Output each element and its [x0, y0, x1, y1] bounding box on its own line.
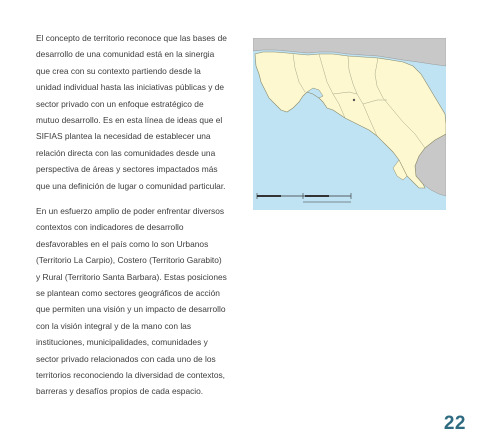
text-line: sector privado con un enfoque estratégico de [36, 98, 204, 109]
text-line: barreras y desafíos propios de cada espacio. [36, 386, 204, 397]
text-line: mutuo desarrollo. Es en esta línea de ideas que el [36, 115, 223, 126]
text-line: que una definición de lugar o comunidad particular. [36, 180, 226, 191]
text-line: y Rural (Territorio Santa Barbara). Estas posiciones [36, 271, 227, 282]
text-line: (Territorio La Carpio), Costero (Territorio Garabito) [36, 255, 222, 266]
text-line: desarrollo de una comunidad está en la sinergia [36, 49, 215, 60]
text-line: En un esfuerzo amplio de poder enfrentar diversos [36, 206, 225, 216]
text-line: unidad individual hasta las iniciativas públicas y de [36, 82, 225, 93]
text-line: El concepto de territorio reconoce que las bases de [36, 33, 227, 43]
page-number: 22 [443, 413, 466, 434]
text-line: sector privado relacionados con cada uno de los [36, 353, 216, 364]
costa-rica-map [253, 38, 446, 210]
text-line: SIFIAS plantea la necesidad de establecer una [36, 131, 211, 142]
scale-bar [257, 193, 351, 202]
text-line: instituciones, municipalidades, comunidades y [36, 337, 208, 348]
text-line: se plantean como sectores geográficos de acción [36, 288, 220, 299]
text-line: contextos con indicadores de desarrollo [36, 222, 184, 233]
text-line: desfavorables en el país como lo son Urbanos [36, 238, 209, 249]
territory-concept-paragraph [36, 30, 246, 194]
text-line: relación directa con las comunidades desde una [36, 147, 216, 158]
text-line: con la visión integral y de la mano con las [36, 320, 192, 331]
text-line: que permiten una visión y un impacto de desarrollo [36, 304, 226, 315]
capital-marker [353, 99, 355, 101]
development-effort-paragraph [36, 203, 251, 400]
text-line: perspectiva de áreas y sectores impactados más [36, 164, 218, 175]
map-illustration [253, 38, 446, 210]
text-line: territorios reconociendo la diversidad de contextos, [36, 370, 226, 381]
text-line: que crea con su contexto partiendo desde la [36, 65, 201, 76]
